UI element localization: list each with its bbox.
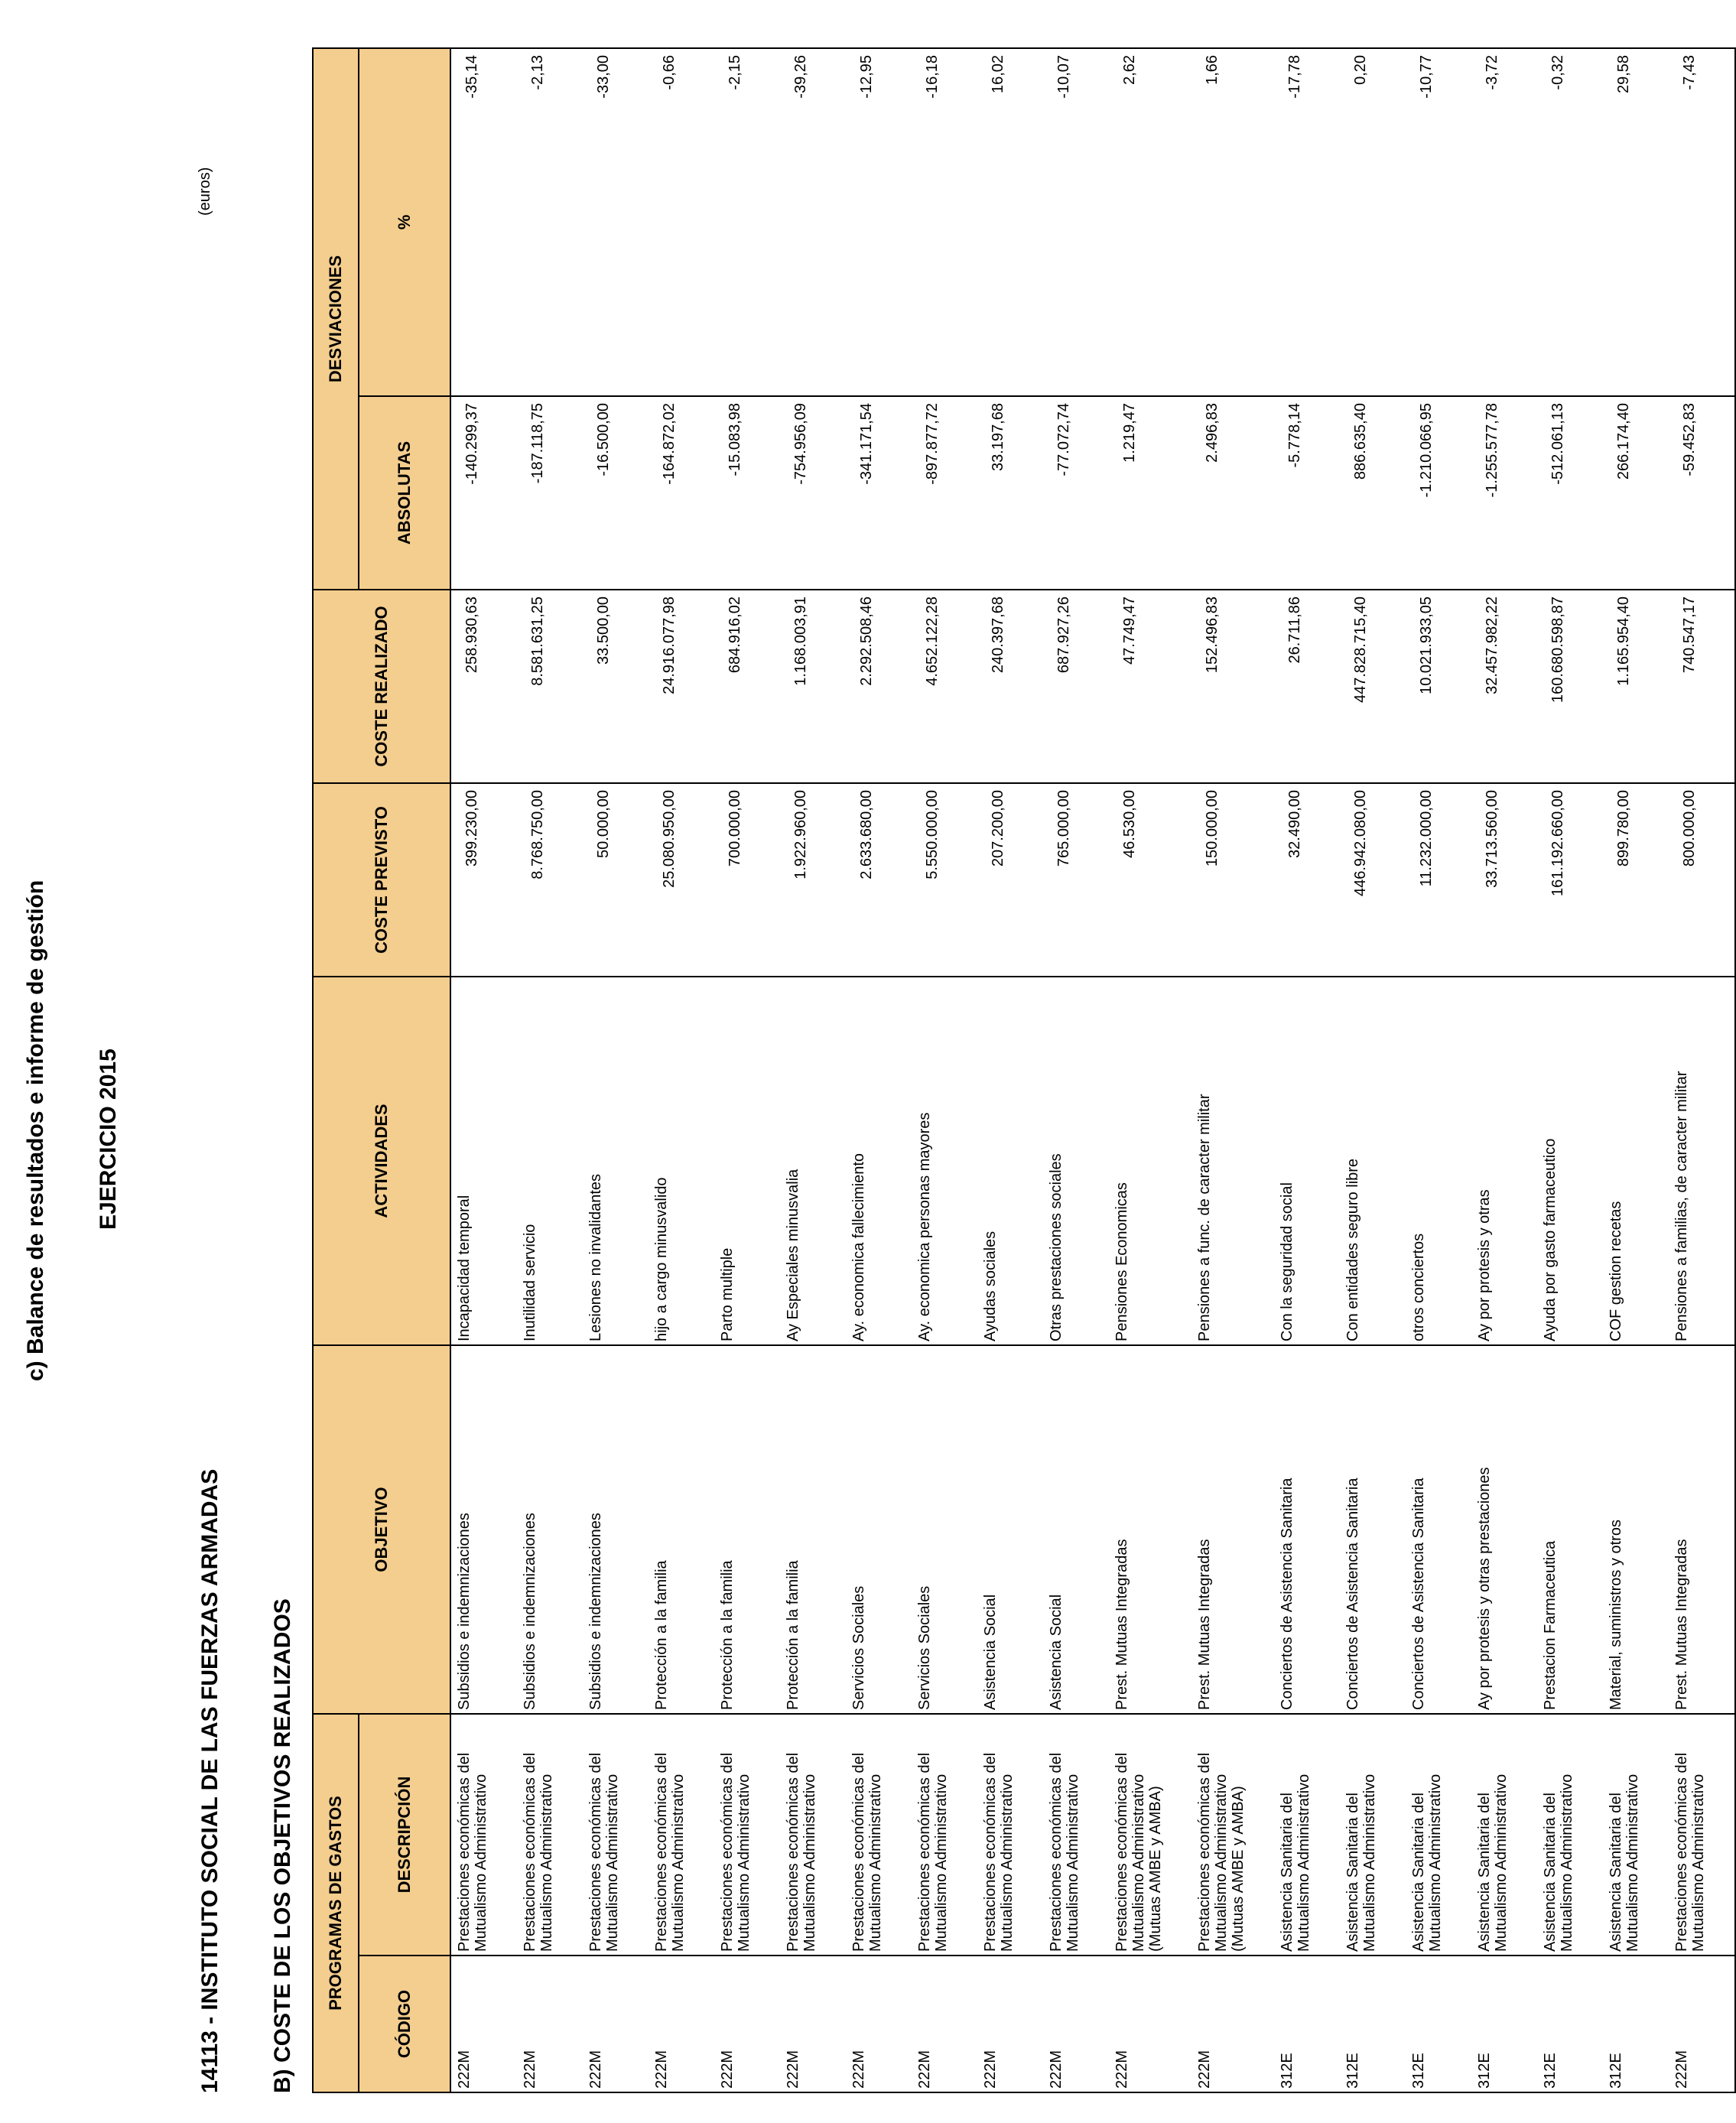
realizado-cell: 32.457.982,22	[1471, 590, 1537, 783]
objetivo-cell: Protección a la familia	[714, 1345, 780, 1714]
realizado-cell: 26.711,86	[1274, 590, 1340, 783]
absolutas-cell: 2.496,83	[1191, 396, 1274, 590]
objetivo-cell: Ay por protesis y otras prestaciones	[1471, 1345, 1537, 1714]
descripcion-cell: Prestaciones económicas del Mutualismo Administrativo	[517, 1714, 583, 1956]
actividad-cell: Ay. economica personas mayores	[912, 977, 977, 1345]
descripcion-cell: Prestaciones económicas del Mutualismo Administrativo	[714, 1714, 780, 1956]
realizado-cell: 447.828.715,40	[1340, 590, 1406, 783]
codigo-cell: 222M	[1191, 1956, 1274, 2092]
pct-cell: -2,13	[517, 48, 583, 396]
actividad-cell: Lesiones no invalidantes	[583, 977, 649, 1345]
pct-cell: -0,32	[1537, 48, 1603, 396]
pct-cell: -7,43	[1669, 48, 1735, 396]
codigo-cell: 222M	[517, 1956, 583, 2092]
actividad-cell: Ayuda por gasto farmaceutico	[1537, 977, 1603, 1345]
absolutas-header: ABSOLUTAS	[359, 396, 450, 590]
realizado-cell: 10.021.933,05	[1406, 590, 1471, 783]
pct-cell: -17,78	[1274, 48, 1340, 396]
actividad-cell: Ay Especiales minusvalia	[780, 977, 846, 1345]
table-row	[583, 48, 649, 2092]
descripcion-cell: Prestaciones económicas del Mutualismo Administrativo	[912, 1714, 977, 1956]
objetivo-cell: Protección a la familia	[780, 1345, 846, 1714]
objetivo-cell: Asistencia Social	[1043, 1345, 1109, 1714]
previsto-cell: 150.000,00	[1191, 783, 1274, 977]
realizado-cell: 2.292.508,46	[846, 590, 912, 783]
codigo-cell: 222M	[780, 1956, 846, 2092]
objetivo-cell: Servicios Sociales	[846, 1345, 912, 1714]
actividad-cell: Pensiones Economicas	[1109, 977, 1191, 1345]
actividad-cell: Ayudas sociales	[977, 977, 1043, 1345]
absolutas-cell: -77.072,74	[1043, 396, 1109, 590]
table-row	[1537, 48, 1603, 2092]
table-row	[1471, 48, 1537, 2092]
actividad-cell: Pensiones a func. de caracter militar	[1191, 977, 1274, 1345]
previsto-cell: 32.490,00	[1274, 783, 1340, 977]
objetivo-cell: Conciertos de Asistencia Sanitaria	[1274, 1345, 1340, 1714]
table-row	[846, 48, 912, 2092]
realizado-cell: 740.547,17	[1669, 590, 1735, 783]
table-row	[1669, 48, 1735, 2092]
previsto-cell: 207.200,00	[977, 783, 1043, 977]
objetivo-cell: Prest. Mutuas Integradas	[1669, 1345, 1735, 1714]
realizado-cell: 160.680.598,87	[1537, 590, 1603, 783]
codigo-cell: 312E	[1274, 1956, 1340, 2092]
realizado-cell: 258.930,63	[450, 590, 517, 783]
table-row	[1274, 48, 1340, 2092]
actividad-cell: hijo a cargo minusvalido	[649, 977, 714, 1345]
absolutas-cell: -1.210.066,95	[1406, 396, 1471, 590]
descripcion-cell: Asistencia Sanitaria del Mutualismo Administrativo	[1537, 1714, 1603, 1956]
absolutas-cell: -1.255.577,78	[1471, 396, 1537, 590]
codigo-cell: 312E	[1471, 1956, 1537, 2092]
absolutas-cell: 266.174,40	[1603, 396, 1669, 590]
previsto-cell: 46.530,00	[1109, 783, 1191, 977]
actividades-header: ACTIVIDADES	[313, 977, 450, 1345]
descripcion-cell: Asistencia Sanitaria del Mutualismo Administrativo	[1471, 1714, 1537, 1956]
pct-cell: 16,02	[977, 48, 1043, 396]
previsto-cell: 50.000,00	[583, 783, 649, 977]
actividad-cell: Ay por protesis y otras	[1471, 977, 1537, 1345]
actividad-cell: Con entidades seguro libre	[1340, 977, 1406, 1345]
realizado-cell: 1.165.954,40	[1603, 590, 1669, 783]
descripcion-header: DESCRIPCIÓN	[359, 1714, 450, 1956]
actividad-cell: Parto multiple	[714, 977, 780, 1345]
absolutas-cell: -341.171,54	[846, 396, 912, 590]
realizado-cell: 240.397,68	[977, 590, 1043, 783]
previsto-cell: 765.000,00	[1043, 783, 1109, 977]
absolutas-cell: -187.118,75	[517, 396, 583, 590]
codigo-cell: 222M	[583, 1956, 649, 2092]
objetivo-header: OBJETIVO	[313, 1345, 450, 1714]
codigo-cell: 222M	[977, 1956, 1043, 2092]
actividad-cell: Inutilidad servicio	[517, 977, 583, 1345]
codigo-cell: 222M	[714, 1956, 780, 2092]
descripcion-cell: Prestaciones económicas del Mutualismo Administrativo	[780, 1714, 846, 1956]
realizado-cell: 687.927,26	[1043, 590, 1109, 783]
codigo-cell: 222M	[1043, 1956, 1109, 2092]
pct-cell: -3,72	[1471, 48, 1537, 396]
absolutas-cell: -59.452,83	[1669, 396, 1735, 590]
cost-table	[312, 47, 1736, 2093]
entity-title: 14113 - INSTITUTO SOCIAL DE LAS FUERZAS ARMADAS	[197, 1468, 223, 2093]
previsto-cell: 2.633.680,00	[846, 783, 912, 977]
pct-cell: -10,77	[1406, 48, 1471, 396]
absolutas-cell: 33.197,68	[977, 396, 1043, 590]
report-subtitle: B) COSTE DE LOS OBJETIVOS REALIZADOS	[270, 1598, 295, 2093]
codigo-cell: 222M	[846, 1956, 912, 2092]
previsto-cell: 899.780,00	[1603, 783, 1669, 977]
codigo-cell: 222M	[649, 1956, 714, 2092]
table-row	[780, 48, 846, 2092]
table-row	[714, 48, 780, 2092]
absolutas-cell: -5.778,14	[1274, 396, 1340, 590]
previsto-cell: 700.000,00	[714, 783, 780, 977]
objetivo-cell: Servicios Sociales	[912, 1345, 977, 1714]
descripcion-cell: Prestaciones económicas del Mutualismo Administrativo	[583, 1714, 649, 1956]
previsto-cell: 11.232.000,00	[1406, 783, 1471, 977]
descripcion-cell: Asistencia Sanitaria del Mutualismo Administrativo	[1340, 1714, 1406, 1956]
previsto-cell: 33.713.560,00	[1471, 783, 1537, 977]
table-row	[1191, 48, 1274, 2092]
objetivo-cell: Subsidios e indemnizaciones	[583, 1345, 649, 1714]
previsto-cell: 8.768.750,00	[517, 783, 583, 977]
porcentaje-header: %	[359, 48, 450, 396]
actividad-cell: Otras prestaciones sociales	[1043, 977, 1109, 1345]
table-row	[1109, 48, 1191, 2092]
descripcion-cell: Prestaciones económicas del Mutualismo Administrativo (Mutuas AMBE y AMBA)	[1109, 1714, 1191, 1956]
absolutas-cell: -16.500,00	[583, 396, 649, 590]
realizado-cell: 47.749,47	[1109, 590, 1191, 783]
realizado-cell: 8.581.631,25	[517, 590, 583, 783]
absolutas-cell: -164.872,02	[649, 396, 714, 590]
objetivo-cell: Prest. Mutuas Integradas	[1109, 1345, 1191, 1714]
previsto-cell: 25.080.950,00	[649, 783, 714, 977]
absolutas-cell: -140.299,37	[450, 396, 517, 590]
table-row	[1406, 48, 1471, 2092]
descripcion-cell: Asistencia Sanitaria del Mutualismo Administrativo	[1274, 1714, 1340, 1956]
realizado-cell: 684.916,02	[714, 590, 780, 783]
pct-cell: 1,66	[1191, 48, 1274, 396]
actividad-cell: COF gestion recetas	[1603, 977, 1669, 1345]
pct-cell: -35,14	[450, 48, 517, 396]
previsto-cell: 5.550.000,00	[912, 783, 977, 977]
objetivo-cell: Prest. Mutuas Integradas	[1191, 1345, 1274, 1714]
absolutas-cell: -15.083,98	[714, 396, 780, 590]
section-title: c) Balance de resultados e informe de gestión	[23, 879, 48, 1381]
desviaciones-group-header: DESVIACIONES	[313, 48, 359, 590]
descripcion-cell: Asistencia Sanitaria del Mutualismo Administrativo	[1406, 1714, 1471, 1956]
pct-cell: -10,07	[1043, 48, 1109, 396]
table-row	[517, 48, 583, 2092]
pct-cell: 0,20	[1340, 48, 1406, 396]
pct-cell: -33,00	[583, 48, 649, 396]
programas-group-header: PROGRAMAS DE GASTOS	[313, 1714, 359, 2092]
previsto-cell: 800.000,00	[1669, 783, 1735, 977]
codigo-cell: 312E	[1603, 1956, 1669, 2092]
realizado-cell: 4.652.122,28	[912, 590, 977, 783]
pct-cell: -39,26	[780, 48, 846, 396]
pct-cell: -0,66	[649, 48, 714, 396]
absolutas-cell: -897.877,72	[912, 396, 977, 590]
descripcion-cell: Prestaciones económicas del Mutualismo Administrativo (Mutuas AMBE y AMBA)	[1191, 1714, 1274, 1956]
table-row	[912, 48, 977, 2092]
codigo-cell: 222M	[912, 1956, 977, 2092]
objetivo-cell: Protección a la familia	[649, 1345, 714, 1714]
descripcion-cell: Prestaciones económicas del Mutualismo Administrativo	[1043, 1714, 1109, 1956]
realizado-cell: 1.168.003,91	[780, 590, 846, 783]
actividad-cell: Ay. economica fallecimiento	[846, 977, 912, 1345]
objetivo-cell: Conciertos de Asistencia Sanitaria	[1340, 1345, 1406, 1714]
pct-cell: 2,62	[1109, 48, 1191, 396]
table-row	[1340, 48, 1406, 2092]
codigo-cell: 222M	[450, 1956, 517, 2092]
table-row	[1043, 48, 1109, 2092]
actividad-cell: otros conciertos	[1406, 977, 1471, 1345]
absolutas-cell: -754.956,09	[780, 396, 846, 590]
codigo-header: CÓDIGO	[359, 1956, 450, 2092]
pct-cell: 29,58	[1603, 48, 1669, 396]
absolutas-cell: 886.635,40	[1340, 396, 1406, 590]
absolutas-cell: 1.219,47	[1109, 396, 1191, 590]
table-row	[450, 48, 517, 2092]
pct-cell: -16,18	[912, 48, 977, 396]
objetivo-cell: Conciertos de Asistencia Sanitaria	[1406, 1345, 1471, 1714]
objetivo-cell: Subsidios e indemnizaciones	[450, 1345, 517, 1714]
realizado-cell: 152.496,83	[1191, 590, 1274, 783]
descripcion-cell: Prestaciones económicas del Mutualismo Administrativo	[1669, 1714, 1735, 1956]
descripcion-cell: Asistencia Sanitaria del Mutualismo Administrativo	[1603, 1714, 1669, 1956]
actividad-cell: Con la seguridad social	[1274, 977, 1340, 1345]
table-row	[977, 48, 1043, 2092]
table-row	[1603, 48, 1669, 2092]
realizado-cell: 33.500,00	[583, 590, 649, 783]
objetivo-cell: Subsidios e indemnizaciones	[517, 1345, 583, 1714]
pct-cell: -2,15	[714, 48, 780, 396]
previsto-cell: 1.922.960,00	[780, 783, 846, 977]
objetivo-cell: Asistencia Social	[977, 1345, 1043, 1714]
descripcion-cell: Prestaciones económicas del Mutualismo Administrativo	[977, 1714, 1043, 1956]
codigo-cell: 222M	[1669, 1956, 1735, 2092]
coste-previsto-header: COSTE PREVISTO	[313, 783, 450, 977]
objetivo-cell: Material, suministros y otros	[1603, 1345, 1669, 1714]
pct-cell: -12,95	[846, 48, 912, 396]
codigo-cell: 312E	[1537, 1956, 1603, 2092]
codigo-cell: 222M	[1109, 1956, 1191, 2092]
absolutas-cell: -512.061,13	[1537, 396, 1603, 590]
actividad-cell: Incapacidad temporal	[450, 977, 517, 1345]
year-title: EJERCICIO 2015	[96, 1048, 121, 1230]
objetivo-cell: Prestacion Farmaceutica	[1537, 1345, 1603, 1714]
codigo-cell: 312E	[1340, 1956, 1406, 2092]
descripcion-cell: Prestaciones económicas del Mutualismo Administrativo	[450, 1714, 517, 1956]
previsto-cell: 446.942.080,00	[1340, 783, 1406, 977]
actividad-cell: Pensiones a familias, de caracter militar	[1669, 977, 1735, 1345]
units-label: (euros)	[197, 167, 213, 216]
realizado-cell: 24.916.077,98	[649, 590, 714, 783]
previsto-cell: 399.230,00	[450, 783, 517, 977]
previsto-cell: 161.192.660,00	[1537, 783, 1603, 977]
table-row	[649, 48, 714, 2092]
codigo-cell: 312E	[1406, 1956, 1471, 2092]
descripcion-cell: Prestaciones económicas del Mutualismo Administrativo	[649, 1714, 714, 1956]
coste-realizado-header: COSTE REALIZADO	[313, 590, 450, 783]
descripcion-cell: Prestaciones económicas del Mutualismo Administrativo	[846, 1714, 912, 1956]
